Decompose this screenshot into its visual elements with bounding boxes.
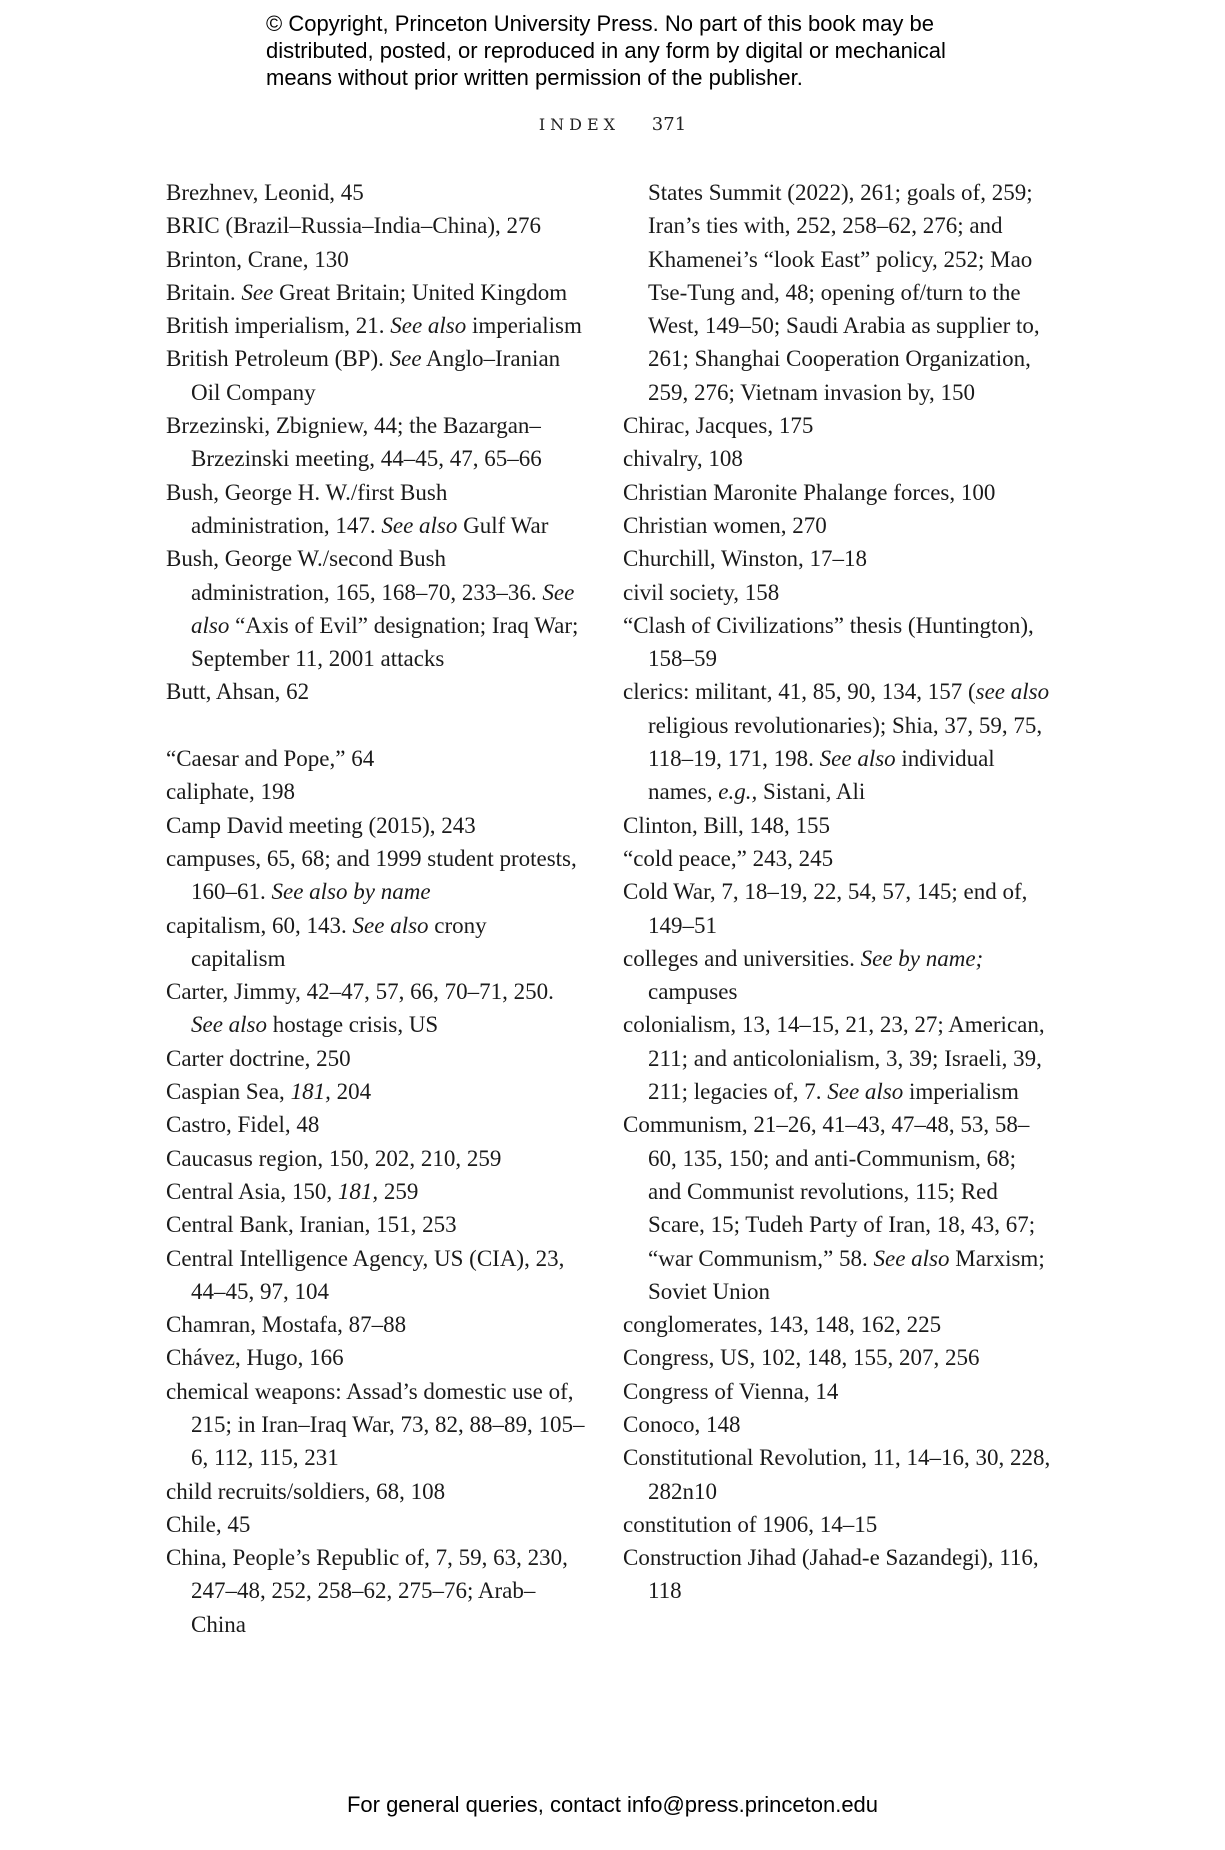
index-entry: [623, 442, 1051, 475]
index-entry: [623, 576, 1051, 609]
entry-text: Bush, George W./second Bush administration, 165, 168–70, 233–36.: [166, 546, 543, 605]
index-entry: [166, 975, 586, 1042]
index-entry: [623, 1375, 1051, 1408]
cross-reference-term: See: [241, 279, 274, 305]
entry-text: Brzezinski, Zbigniew, 44; the Bazargan–Brzezinski meeting, 44–45, 47, 65–66: [166, 413, 542, 472]
cross-reference-term: See also: [873, 1245, 950, 1271]
entry-text: Central Bank, Iranian, 151, 253: [166, 1212, 457, 1238]
entry-text: colleges and universities.: [623, 945, 861, 971]
index-entry: [166, 1508, 586, 1541]
entry-text: Construction Jihad (Jahad-e Sazandegi), 116, 118: [623, 1545, 1039, 1604]
entry-text: Gulf War: [457, 512, 549, 538]
entry-text: imperialism: [466, 313, 582, 339]
cross-reference-term: See also: [191, 579, 575, 638]
entry-text: Central Asia, 150,: [166, 1178, 338, 1204]
index-entry: [166, 176, 586, 209]
entry-text: Bush, George H. W./first Bush administration, 147.: [166, 479, 448, 538]
entry-text: Brinton, Crane, 130: [166, 246, 349, 272]
index-entry: [623, 476, 1051, 509]
entry-text: capitalism, 60, 143.: [166, 912, 353, 938]
entry-text: Camp David meeting (2015), 243: [166, 812, 476, 838]
entry-text: civil society, 158: [623, 579, 780, 605]
entry-text: British imperialism, 21.: [166, 313, 391, 339]
entry-text: Brezhnev, Leonid, 45: [166, 180, 364, 205]
index-entry: [623, 1108, 1051, 1308]
letter-group-gap: [166, 709, 586, 742]
index-entry: [166, 276, 586, 309]
entry-text: “cold peace,” 243, 245: [623, 845, 834, 871]
index-entry: [623, 1008, 1051, 1108]
index-entry: [166, 1042, 586, 1075]
index-entry: [166, 476, 586, 543]
entry-text: campuses: [648, 979, 738, 1005]
cross-reference-term: See also: [390, 313, 467, 339]
index-entry: [166, 409, 586, 476]
entry-text: crony capitalism: [191, 912, 487, 971]
copyright-line: © Copyright, Princeton University Press. No part of this book may be: [266, 11, 934, 36]
index-entry: [623, 675, 1051, 808]
index-entry: [166, 309, 586, 342]
cross-reference-term: 181,: [290, 1079, 331, 1105]
index-entry: [166, 1108, 586, 1141]
index-entry: [166, 1541, 586, 1641]
index-column-right: [623, 176, 1051, 1608]
entry-text: chemical weapons: Assad’s domestic use of, 215; in Iran–Iraq War, 73, 82, 88–89, 105–6, 112, 115, 231: [166, 1378, 585, 1471]
index-entry: [166, 909, 586, 976]
entry-text: Christian women, 270: [623, 512, 827, 538]
entry-text: conglomerates, 143, 148, 162, 225: [623, 1312, 942, 1338]
entry-text: Constitutional Revolution, 11, 14–16, 30, 228, 282n10: [623, 1445, 1051, 1504]
cross-reference-term: see also: [975, 679, 1050, 705]
index-entry: [166, 342, 586, 409]
index-entry: [623, 509, 1051, 542]
index-entry: [623, 875, 1051, 942]
index-entry: [166, 675, 586, 708]
index-entry: [166, 1208, 586, 1241]
entry-text: Carter doctrine, 250: [166, 1045, 351, 1071]
index-column-left: [166, 176, 586, 1641]
cross-reference-term: See also: [352, 912, 429, 938]
copyright-notice: [266, 10, 1026, 91]
entry-text: Sistani, Ali: [757, 779, 866, 805]
entry-text: Congress of Vienna, 14: [623, 1378, 839, 1404]
index-entry-continued: [623, 176, 1051, 409]
index-entry: [623, 542, 1051, 575]
copyright-line: means without prior written permission of the publisher.: [266, 65, 803, 90]
cross-reference-term: e.g.,: [718, 779, 758, 805]
page-number: 371: [651, 114, 687, 135]
index-entry: [623, 1508, 1051, 1541]
index-entry: [166, 542, 586, 675]
cross-reference-term: See: [389, 346, 422, 372]
entry-text: caliphate, 198: [166, 779, 296, 805]
entry-text: Conoco, 148: [623, 1411, 741, 1437]
entry-text: religious revolutionaries); Shia, 37, 59, 75, 118–19, 171, 198.: [648, 712, 1043, 772]
footer-contact: For general queries, contact info@press.princeton.edu: [346, 1792, 879, 1817]
entry-text: clerics: militant, 41, 85, 90, 134, 157 (: [623, 679, 976, 705]
entry-text: Congress, US, 102, 148, 155, 207, 256: [623, 1345, 980, 1371]
entry-text: imperialism: [903, 1079, 1019, 1105]
index-entry: [623, 609, 1051, 676]
entry-text: Churchill, Winston, 17–18: [623, 546, 867, 572]
index-entry: [623, 942, 1051, 1009]
index-entry: [166, 1142, 586, 1175]
entry-text: “Caesar and Pope,” 64: [166, 746, 375, 772]
entry-text: Anglo–Iranian Oil Company: [191, 346, 561, 405]
entry-text: chivalry, 108: [623, 446, 743, 472]
entry-text: campuses, 65, 68; and 1999 student protests, 160–61.: [166, 845, 577, 905]
index-entry: [166, 809, 586, 842]
entry-text: Chávez, Hugo, 166: [166, 1345, 344, 1371]
index-entry: [166, 1375, 586, 1475]
index-entry: [166, 842, 586, 909]
index-entry: [166, 1308, 586, 1341]
index-entry: [166, 1175, 586, 1208]
entry-text: 204: [330, 1079, 372, 1105]
index-entry: [166, 775, 586, 808]
entry-text: Clinton, Bill, 148, 155: [623, 812, 831, 838]
entry-text: Marxism; Soviet Union: [648, 1245, 1045, 1304]
entry-text: individual names,: [648, 746, 995, 805]
cross-reference-term: 181,: [337, 1178, 379, 1204]
index-entry: [623, 1441, 1051, 1508]
running-head: [0, 114, 1225, 135]
entry-text: colonialism, 13, 14–15, 21, 23, 27; American, 211; and anticolonialism, 3, 39; Israeli, 39, 211; legacies of, 7.: [623, 1012, 1045, 1105]
entry-text: Chirac, Jacques, 175: [623, 413, 814, 439]
cross-reference-term: See also: [827, 1079, 904, 1105]
index-entry: [166, 1242, 586, 1309]
index-entry: [166, 1075, 586, 1108]
entry-text: “Axis of Evil” designation; Iraq War; September 11, 2001 attacks: [191, 612, 579, 672]
entry-text: Cold War, 7, 18–19, 22, 54, 57, 145; end of, 149–51: [623, 879, 1028, 938]
entry-text: Castro, Fidel, 48: [166, 1112, 320, 1138]
cross-reference-term: See also: [819, 746, 896, 772]
index-entry: [623, 842, 1051, 875]
entry-text: BRIC (Brazil–Russia–India–China), 276: [166, 213, 541, 239]
entry-text: Central Intelligence Agency, US (CIA), 23, 44–45, 97, 104: [166, 1245, 565, 1304]
index-entry: [623, 409, 1051, 442]
entry-text: Chile, 45: [166, 1511, 251, 1537]
index-entry: [623, 1541, 1051, 1608]
entry-text: Butt, Ahsan, 62: [166, 679, 310, 705]
running-head-title: INDEX: [538, 115, 621, 134]
entry-text: Carter, Jimmy, 42–47, 57, 66, 70–71, 250.: [166, 979, 554, 1005]
entry-text: China, People’s Republic of, 7, 59, 63, 230, 247–48, 252, 258–62, 275–76; Arab–China: [166, 1545, 568, 1637]
entry-text: British Petroleum (BP).: [166, 346, 390, 372]
entry-text: Caucasus region, 150, 202, 210, 259: [166, 1145, 502, 1171]
entry-text: Great Britain; United Kingdom: [273, 279, 568, 305]
cross-reference-term: See also: [381, 512, 458, 538]
index-entry: [166, 243, 586, 276]
cross-reference-term: See also: [191, 1012, 268, 1038]
index-entry: [623, 809, 1051, 842]
entry-text: Caspian Sea,: [166, 1079, 291, 1105]
index-entry: [623, 1408, 1051, 1441]
index-entry: [166, 742, 586, 775]
entry-text: hostage crisis, US: [267, 1012, 439, 1038]
entry-text: Chamran, Mostafa, 87–88: [166, 1312, 407, 1338]
entry-text: constitution of 1906, 14–15: [623, 1511, 878, 1537]
cross-reference-term: See by name;: [860, 945, 984, 971]
copyright-line: distributed, posted, or reproduced in any form by digital or mechanical: [266, 38, 946, 63]
entry-text: Christian Maronite Phalange forces, 100: [623, 479, 996, 505]
index-entry: [623, 1308, 1051, 1341]
index-entry: [166, 209, 586, 242]
index-entry: [166, 1341, 586, 1374]
entry-text: Britain.: [166, 279, 242, 305]
index-entry: [166, 1475, 586, 1508]
entry-text: Communism, 21–26, 41–43, 47–48, 53, 58–60, 135, 150; and anti-Communism, 68; and Communist revolutions, 115; Red Scare, 15; Tudeh Party of Iran, 18, 43, 67; “war Communism,” 58.: [623, 1112, 1036, 1271]
entry-text: child recruits/soldiers, 68, 108: [166, 1478, 446, 1504]
entry-text: States Summit (2022), 261; goals of, 259; Iran’s ties with, 252, 258–62, 276; and Khamenei’s “look East” policy, 252; Mao Tse-Tung and, 48; opening of/turn to the West, 149–50; Saudi Arabia as supplier to, 261; Shanghai Cooperation Organization, 259, 276; Vietnam invasion by, 150: [648, 180, 1040, 405]
entry-text: 259: [378, 1178, 419, 1204]
index-entry: [623, 1341, 1051, 1374]
entry-text: “Clash of Civilizations” thesis (Huntington), 158–59: [623, 612, 1034, 672]
cross-reference-term: See also by name: [271, 879, 431, 905]
